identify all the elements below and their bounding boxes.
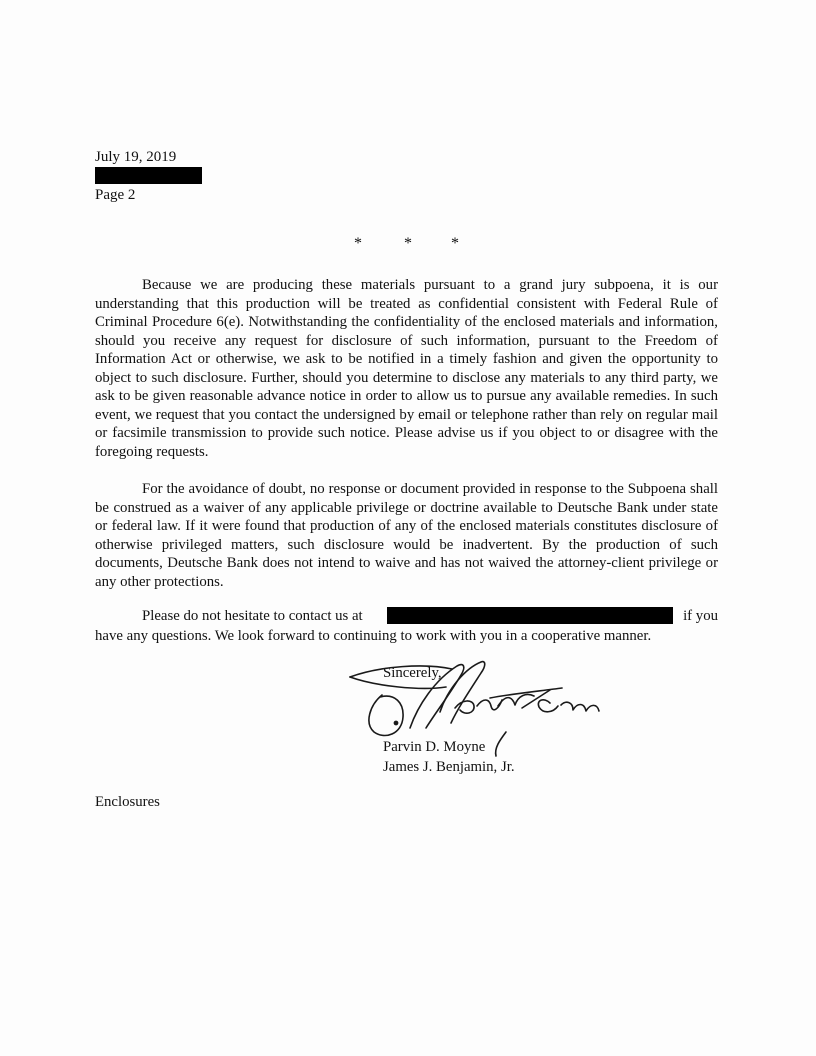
- paragraph-privilege: For the avoidance of doubt, no response or document provided in response to the Subpoena shall be construed as a waiver of any applicable privilege or doctrine available to Deutsche Bank under state or federal law. If it were found that production of any of the enclosed materials constitutes disclosure of otherwise privileged matters, such disclosure would be inadvertent. By the production of such documents, Deutsche Bank does not intend to waive and has not waived the attorney-client privilege or any other protections.: [95, 481, 718, 590]
- contact-trail-text: if you: [683, 608, 718, 624]
- signer-name-1: Parvin D. Moyne: [383, 739, 486, 755]
- page-number: Page 2: [95, 187, 136, 203]
- paragraph-confidentiality: Because we are producing these materials pursuant to a grand jury subpoena, it is our understanding that this production will be treated as confidential consistent with Federal Rule of Criminal Procedure 6(e). Notwithstanding the confidentiality of the enclosed materials and information, should you receive any request for disclosure of such information, pursuant to the Freedom of Information Act or otherwise, we ask to be notified in a timely fashion and given the opportunity to object to such disclosure. Further, should you determine to disclose any materials to any third party, we ask to be given reasonable advance notice in order to allow us to pursue any available remedies. In such event, we request that you contact the undersigned by email or telephone rather than rely on regular mail or facsimile transmission to provide such notice. Please advise us if you object to or disagree with the foregoing requests.: [95, 277, 718, 460]
- signer-name-2: James J. Benjamin, Jr.: [383, 759, 515, 775]
- contact-lead-text: Please do not hesitate to contact us at: [142, 608, 363, 624]
- separator-asterisk: *: [451, 235, 459, 252]
- closing-salutation: Sincerely,: [383, 665, 442, 681]
- letter-date: July 19, 2019: [95, 149, 177, 165]
- redaction-recipient: [95, 167, 202, 184]
- separator-asterisk: *: [354, 235, 362, 252]
- separator-asterisk: *: [404, 235, 412, 252]
- redaction-contact-info: [387, 607, 673, 624]
- enclosures-label: Enclosures: [95, 794, 160, 810]
- contact-line-2: have any questions. We look forward to continuing to work with you in a cooperative manner.: [95, 628, 652, 644]
